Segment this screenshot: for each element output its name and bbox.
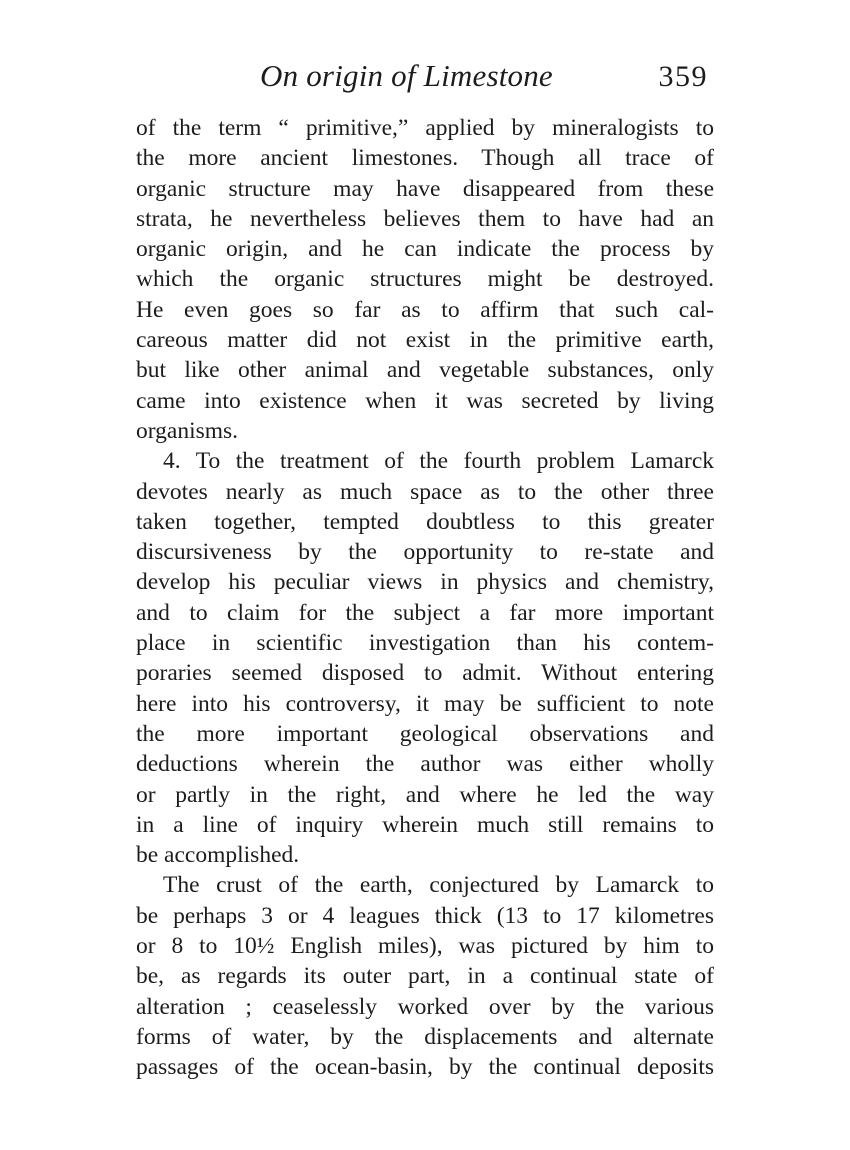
page-header [136,58,714,98]
text-line: be perhaps 3 or 4 leagues thick (13 to 17 kilometres [136,902,714,929]
text-line: be, as regards its outer part, in a continual state of [136,963,714,990]
text-line: which the organic structures might be destroyed. [136,266,714,293]
text-line: He even goes so far as to affirm that such cal- [136,296,714,323]
text-line: here into his controversy, it may be sufficient to note [136,690,714,717]
text-line: forms of water, by the displacements and alternate [136,1023,714,1050]
text-line: organic origin, and he can indicate the process by [136,236,714,263]
page-number: 359 [658,60,708,93]
text-line: the more important geological observations and [136,720,714,747]
paragraph-start-line: 4. To the treatment of the fourth problem Lamarck [163,448,714,475]
text-line: and to claim for the subject a far more important [136,599,714,626]
paragraph-end-line: organisms. [136,417,239,444]
text-line: alteration ; ceaselessly worked over by the various [136,993,714,1020]
text-line: deductions wherein the author was either wholly [136,751,714,778]
text-line: or partly in the right, and where he led the way [136,781,714,808]
paragraph-end-line: be accomplished. [136,842,300,869]
running-title: On origin of Limestone [260,58,553,93]
text-line: discursiveness by the opportunity to re-state and [136,539,714,566]
text-line: place in scientific investigation than his contem- [136,630,714,657]
text-line: organic structure may have disappeared from these [136,175,714,202]
text-line: came into existence when it was secreted by living [136,387,714,414]
text-line: but like other animal and vegetable substances, only [136,357,714,384]
paragraph-start-line: The crust of the earth, conjectured by Lamarck to [163,872,714,899]
text-line: devotes nearly as much space as to the other three [136,478,714,505]
text-line: strata, he nevertheless believes them to have had an [136,205,714,232]
text-line: the more ancient limestones. Though all trace of [136,145,714,172]
text-line: taken together, tempted doubtless to this greater [136,508,714,535]
body-text [136,113,714,1083]
text-line: of the term “ primitive,” applied by mineralogists to [136,115,714,141]
text-line: poraries seemed disposed to admit. Without entering [136,660,714,687]
text-line: in a line of inquiry wherein much still remains to [136,811,714,838]
text-line: careous matter did not exist in the primitive earth, [136,327,714,354]
text-line: or 8 to 10½ English miles), was pictured by him to [136,933,714,960]
text-line: passages of the ocean-basin, by the continual deposits [136,1054,714,1081]
text-line: develop his peculiar views in physics and chemistry, [136,569,714,596]
